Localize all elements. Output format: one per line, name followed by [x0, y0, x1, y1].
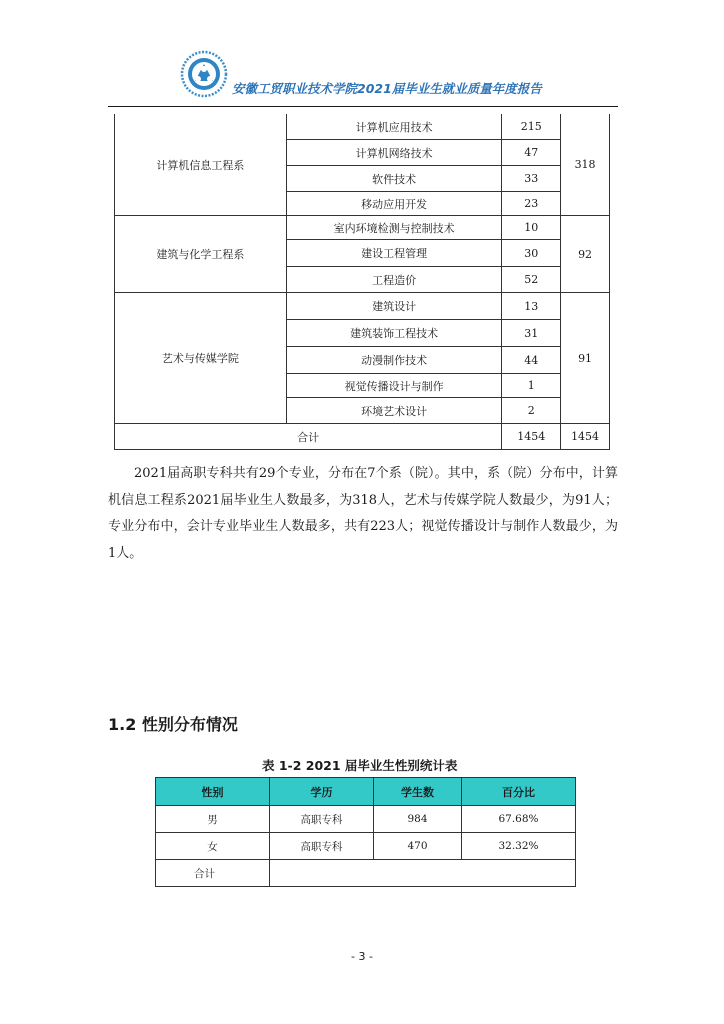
- table-row: [156, 806, 576, 833]
- count-cell: 33: [502, 166, 561, 192]
- count-cell: 10: [502, 216, 561, 240]
- major-cell: 计算机应用技术: [286, 114, 502, 140]
- table-row: [156, 833, 576, 860]
- gender-cell: 女: [156, 833, 270, 860]
- percent-cell: 67.68%: [462, 806, 576, 833]
- count-cell: 984: [374, 806, 462, 833]
- dept-total-cell: 318: [561, 114, 610, 216]
- gender-table: [155, 777, 576, 887]
- count-cell: 31: [502, 320, 561, 347]
- dept-cell: 计算机信息工程系: [115, 114, 287, 216]
- major-cell: 室内环境检测与控制技术: [286, 216, 502, 240]
- count-cell: 1: [502, 374, 561, 398]
- degree-cell: 高职专科: [270, 806, 374, 833]
- total-count-cell: 1454: [502, 424, 561, 450]
- summary-paragraph: [108, 461, 618, 567]
- count-cell: 23: [502, 192, 561, 216]
- gender-cell: 男: [156, 806, 270, 833]
- column-header: 学历: [270, 778, 374, 806]
- major-cell: 环境艺术设计: [286, 398, 502, 424]
- major-cell: 软件技术: [286, 166, 502, 192]
- count-cell: 44: [502, 347, 561, 374]
- degree-cell: 高职专科: [270, 833, 374, 860]
- table-total-row: [156, 860, 576, 887]
- department-major-table: [114, 114, 610, 450]
- total-value-cell: [270, 860, 576, 887]
- count-cell: 470: [374, 833, 462, 860]
- count-cell: 13: [502, 293, 561, 320]
- column-header: 百分比: [462, 778, 576, 806]
- table-row: [115, 293, 610, 320]
- major-cell: 建筑设计: [286, 293, 502, 320]
- page-number: - 3 -: [351, 950, 373, 963]
- count-cell: 215: [502, 114, 561, 140]
- major-cell: 建筑装饰工程技术: [286, 320, 502, 347]
- dept-cell: 建筑与化学工程系: [115, 216, 287, 293]
- count-cell: 52: [502, 267, 561, 293]
- percent-cell: 32.32%: [462, 833, 576, 860]
- major-cell: 视觉传播设计与制作: [286, 374, 502, 398]
- table-header-row: [156, 778, 576, 806]
- page-header: [108, 44, 618, 110]
- major-cell: 工程造价: [286, 267, 502, 293]
- table-row: [115, 114, 610, 140]
- dept-total-cell: 91: [561, 293, 610, 424]
- column-header: 性别: [156, 778, 270, 806]
- total-label-cell: 合计: [115, 424, 502, 450]
- table-row: [115, 216, 610, 240]
- major-cell: 动漫制作技术: [286, 347, 502, 374]
- count-cell: 2: [502, 398, 561, 424]
- summary-text: 2021届高职专科共有29个专业，分布在7个系（院）。其中，系（院）分布中，计算机信息工程系2021届毕业生人数最多，为318人，艺术与传媒学院人数最少，为91人；专业分布中，会计专业毕业生人数最多，共有223人；视觉传播设计与制作人数最少，为1人。: [108, 466, 618, 561]
- total-label-cell: 合计: [156, 860, 270, 887]
- report-title: 安徽工贸职业技术学院2021届毕业生就业质量年度报告: [232, 81, 542, 96]
- major-cell: 移动应用开发: [286, 192, 502, 216]
- column-header: 学生数: [374, 778, 462, 806]
- dept-total-cell: 92: [561, 216, 610, 293]
- dept-cell: 艺术与传媒学院: [115, 293, 287, 424]
- major-cell: 计算机网络技术: [286, 140, 502, 166]
- grand-total-cell: 1454: [561, 424, 610, 450]
- count-cell: 47: [502, 140, 561, 166]
- major-cell: 建设工程管理: [286, 240, 502, 267]
- header-divider: [108, 106, 618, 107]
- section-heading: 1.2 性别分布情况: [108, 715, 238, 734]
- table-total-row: [115, 424, 610, 450]
- table-caption: 表 1-2 2021 届毕业生性别统计表: [262, 758, 458, 773]
- college-logo-icon: [180, 50, 228, 98]
- count-cell: 30: [502, 240, 561, 267]
